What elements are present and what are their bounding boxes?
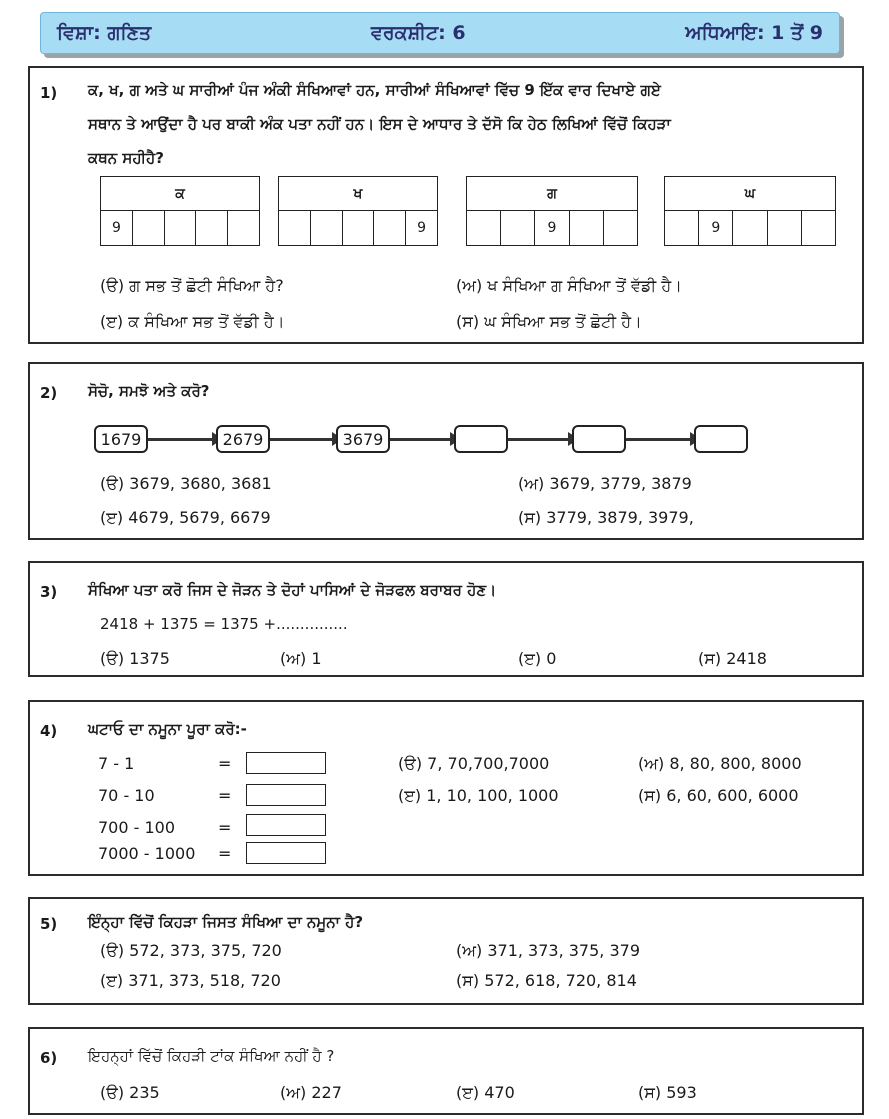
equals-sign: = [218,844,232,863]
question-1-option-c[interactable]: (ੲ) ਕ ਸੰਖਿਆ ਸਭ ਤੋਂ ਵੱਡੀ ਹੈ। [100,312,285,331]
digit-table-header: ਘ [665,177,835,211]
sequence-box-3: 3679 [336,425,390,453]
question-3-text: ਸੰਖਿਆ ਪਤਾ ਕਰੋ ਜਿਸ ਦੇ ਜੋੜਨ ਤੇ ਦੋਹਾਂ ਪਾਸਿਆਂ ਦੇ ਜੋੜਫਲ ਬਰਾਬਰ ਹੋਣ। [88,581,497,599]
question-4-box [28,700,864,876]
question-3-box [28,561,864,677]
question-5-box [28,897,864,1005]
digit-cell [133,211,165,245]
digit-cell [196,211,228,245]
digit-cell: 9 [101,211,133,245]
answer-box-2[interactable] [246,784,326,806]
sequence-arrow [270,438,334,441]
sequence-blank-box-2[interactable] [572,425,626,453]
digit-table-kha [278,176,438,246]
question-4-number: 4) [40,722,58,740]
digit-cell [343,211,375,245]
question-6-option-a[interactable]: (ੳ) 235 [100,1083,160,1102]
question-4-option-a[interactable]: (ੳ) 7, 70,700,7000 [398,754,550,773]
chapter-label: ਅਧਿਆਇ: 1 ਤੋਂ 9 [685,22,823,44]
question-2-option-b[interactable]: (ਅ) 3679, 3779, 3879 [518,474,692,493]
digit-cell [467,211,501,245]
answer-box-1[interactable] [246,752,326,774]
question-6-option-d[interactable]: (ਸ) 593 [638,1083,697,1102]
digit-cell [501,211,535,245]
question-5-text: ਇੰਨ੍ਹਾ ਵਿੱਚੋਂ ਕਿਹੜਾ ਜਿਸਤ ਸੰਖਿਆ ਦਾ ਨਮੂਨਾ ਹੈ? [88,913,364,931]
question-1-option-b[interactable]: (ਅ) ਖ ਸੰਖਿਆ ਗ ਸੰਖਿਆ ਤੋਂ ਵੱਡੀ ਹੈ। [456,276,682,295]
question-2-number: 2) [40,384,58,402]
digit-cell [665,211,699,245]
digit-cell: 9 [535,211,569,245]
sequence-blank-box-3[interactable] [694,425,748,453]
digit-table-header: ਗ [467,177,637,211]
digit-cell [768,211,802,245]
question-2-box [28,362,864,540]
question-6-text: ਇਹਨ੍ਹਾਂ ਵਿੱਚੋਂ ਕਿਹੜੀ ਟਾਂਕ ਸੰਖਿਆ ਨਹੀਂ ਹੈ ? [88,1047,335,1065]
sequence-arrow [148,438,214,441]
question-1-line-1: ਕ, ਖ, ਗ ਅਤੇ ਘ ਸਾਰੀਆਂ ਪੰਜ ਅੰਕੀ ਸੰਖਿਆਵਾਂ ਹਨ, ਸਾਰੀਆਂ ਸੰਖਿਆਵਾਂ ਵਿੱਚ 9 ਇੱਕ ਵਾਰ ਦਿਖਾਏ ਗਏ [88,81,661,99]
digit-cell [165,211,197,245]
sequence-box-2: 2679 [216,425,270,453]
digit-cell [279,211,311,245]
question-3-number: 3) [40,583,58,601]
sequence-arrow [508,438,570,441]
equals-sign: = [218,754,232,773]
question-6-box [28,1027,864,1115]
subtraction-expression: 700 - 100 [98,818,176,837]
question-1-box [28,66,864,344]
question-5-option-a[interactable]: (ੳ) 572, 373, 375, 720 [100,941,282,960]
digit-table-header: ਕ [101,177,259,211]
question-1-option-a[interactable]: (ੳ) ਗ ਸਭ ਤੋਂ ਛੋਟੀ ਸੰਖਿਆ ਹੈ? [100,276,284,295]
question-4-option-d[interactable]: (ਸ) 6, 60, 600, 6000 [638,786,799,805]
question-6-number: 6) [40,1049,58,1067]
question-3-option-b[interactable]: (ਅ) 1 [280,649,322,668]
digit-table-ga [466,176,638,246]
sequence-arrow [390,438,452,441]
digit-cell [228,211,259,245]
question-5-option-c[interactable]: (ੲ) 371, 373, 518, 720 [100,971,281,990]
digit-cell: 9 [417,220,427,236]
digit-cell [604,211,637,245]
digit-table-header: ਖ [279,177,437,211]
subtraction-expression: 7 - 1 [98,754,135,773]
question-4-option-c[interactable]: (ੲ) 1, 10, 100, 1000 [398,786,559,805]
digit-cell: 9 [699,211,733,245]
question-2-text: ਸੋਚੋ, ਸਮਝੋ ਅਤੇ ਕਰੋ? [88,382,210,400]
question-1-option-d[interactable]: (ਸ) ਘ ਸੰਖਿਆ ਸਭ ਤੋਂ ਛੋਟੀ ਹੈ। [456,312,642,331]
question-5-option-b[interactable]: (ਅ) 371, 373, 375, 379 [456,941,641,960]
digit-cell [733,211,767,245]
sequence-arrow [626,438,692,441]
question-3-option-c[interactable]: (ੲ) 0 [518,649,557,668]
answer-box-3[interactable] [246,814,326,836]
digit-table-ka [100,176,260,246]
equals-sign: = [218,786,232,805]
subject-label: ਵਿਸ਼ਾ: ਗਣਿਤ [57,22,152,44]
question-3-option-a[interactable]: (ੳ) 1375 [100,649,170,668]
question-6-option-b[interactable]: (ਅ) 227 [280,1083,342,1102]
digit-cell [802,211,835,245]
answer-box-4[interactable] [246,842,326,864]
subtraction-expression: 7000 - 1000 [98,844,196,863]
sequence-box-1: 1679 [94,425,148,453]
question-1-text [88,73,671,175]
worksheet-header [40,12,840,54]
digit-cell [570,211,604,245]
question-3-equation: 2418 + 1375 = 1375 +............... [100,615,348,633]
question-4-option-b[interactable]: (ਅ) 8, 80, 800, 8000 [638,754,802,773]
digit-table-gha [664,176,836,246]
digit-cell [374,211,406,245]
equals-sign: = [218,818,232,837]
question-3-option-d[interactable]: (ਸ) 2418 [698,649,767,668]
sequence-blank-box-1[interactable] [454,425,508,453]
question-1-line-3: ਕਥਨ ਸਹੀਹੈ? [88,149,164,167]
digit-cell [311,211,343,245]
subtraction-expression: 70 - 10 [98,786,155,805]
question-4-text: ਘਟਾਓ ਦਾ ਨਮੂਨਾ ਪੂਰਾ ਕਰੋ:- [88,720,247,738]
question-5-number: 5) [40,915,58,933]
question-6-option-c[interactable]: (ੲ) 470 [456,1083,515,1102]
question-2-option-c[interactable]: (ੲ) 4679, 5679, 6679 [100,508,271,527]
worksheet-label: ਵਰਕਸ਼ੀਟ: 6 [370,22,466,44]
question-1-number: 1) [40,84,58,102]
question-2-option-a[interactable]: (ੳ) 3679, 3680, 3681 [100,474,272,493]
question-5-option-d[interactable]: (ਸ) 572, 618, 720, 814 [456,971,637,990]
question-1-line-2: ਸਥਾਨ ਤੇ ਆਉਂਦਾ ਹੈ ਪਰ ਬਾਕੀ ਅੰਕ ਪਤਾ ਨਹੀਂ ਹਨ। ਇਸ ਦੇ ਆਧਾਰ ਤੇ ਦੱਸੋ ਕਿ ਹੇਠ ਲਿਖਿਆਂ ਵਿੱਚੋਂ ਕਿਹੜਾ [88,115,671,133]
question-2-option-d[interactable]: (ਸ) 3779, 3879, 3979, [518,508,694,527]
